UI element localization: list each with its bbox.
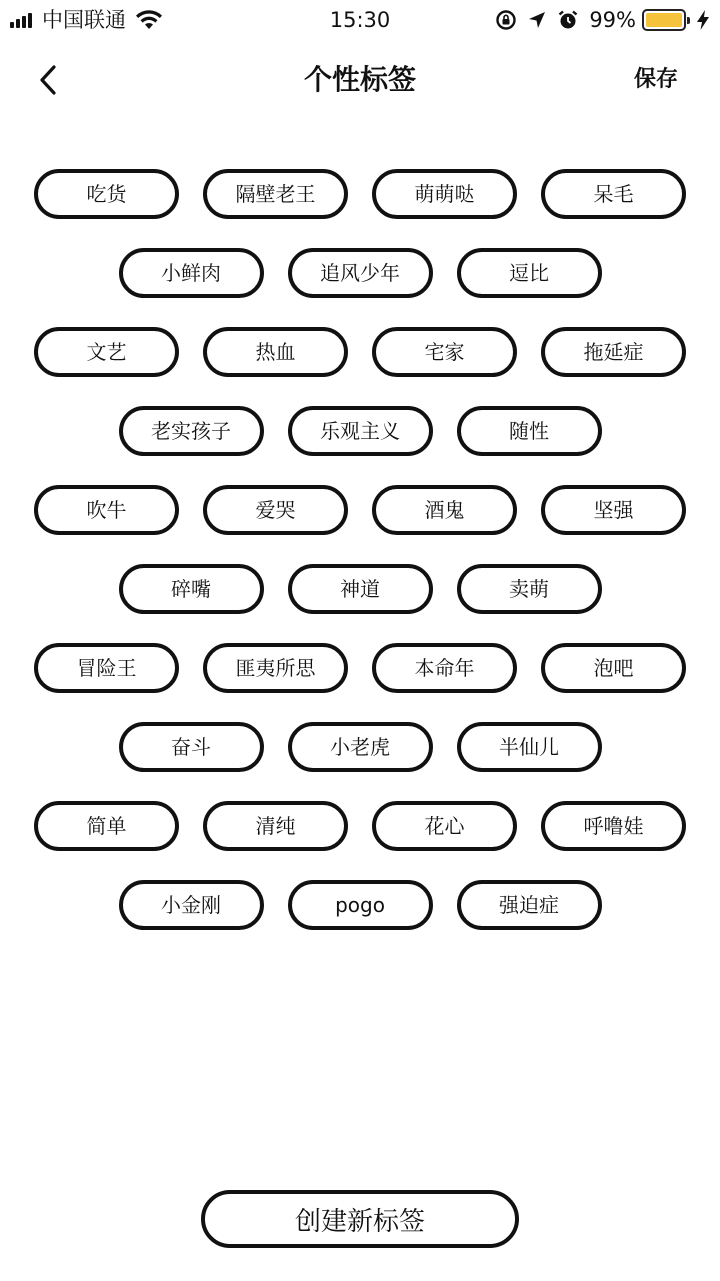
tag-chip[interactable]: 热血 bbox=[203, 327, 348, 377]
tag-row bbox=[0, 169, 720, 219]
tag-row bbox=[0, 801, 720, 851]
tag-row bbox=[0, 406, 720, 456]
tag-chip[interactable]: 随性 bbox=[457, 406, 602, 456]
tag-chip[interactable]: 老实孩子 bbox=[119, 406, 264, 456]
tag-chip[interactable]: 酒鬼 bbox=[372, 485, 517, 535]
status-bar bbox=[0, 0, 720, 40]
tag-chip[interactable]: 追风少年 bbox=[288, 248, 433, 298]
nav-bar bbox=[0, 48, 720, 112]
tag-chip[interactable]: 逗比 bbox=[457, 248, 602, 298]
tag-chip[interactable]: 拖延症 bbox=[541, 327, 686, 377]
tag-chip[interactable]: 文艺 bbox=[34, 327, 179, 377]
tag-chip[interactable]: 冒险王 bbox=[34, 643, 179, 693]
battery-fill bbox=[646, 13, 682, 27]
tag-chip[interactable]: 强迫症 bbox=[457, 880, 602, 930]
tag-chip[interactable]: 呼噜娃 bbox=[541, 801, 686, 851]
tag-chip[interactable]: 萌萌哒 bbox=[372, 169, 517, 219]
tag-chip[interactable]: 爱哭 bbox=[203, 485, 348, 535]
tag-chip[interactable]: 小老虎 bbox=[288, 722, 433, 772]
create-tag-button[interactable]: 创建新标签 bbox=[201, 1190, 519, 1248]
tag-chip[interactable]: 碎嘴 bbox=[119, 564, 264, 614]
tag-chip[interactable]: 花心 bbox=[372, 801, 517, 851]
tag-row bbox=[0, 248, 720, 298]
tag-chip[interactable]: 清纯 bbox=[203, 801, 348, 851]
tag-chip[interactable]: 乐观主义 bbox=[288, 406, 433, 456]
status-time: 15:30 bbox=[329, 8, 391, 32]
tag-chip[interactable]: 奋斗 bbox=[119, 722, 264, 772]
tag-chip[interactable]: 小金刚 bbox=[119, 880, 264, 930]
location-arrow-icon bbox=[527, 10, 547, 30]
charging-bolt-icon bbox=[696, 9, 710, 31]
tag-chip[interactable]: 卖萌 bbox=[457, 564, 602, 614]
save-button[interactable]: 保存 bbox=[633, 67, 678, 92]
tag-chip[interactable]: 宅家 bbox=[372, 327, 517, 377]
tag-chip[interactable]: 简单 bbox=[34, 801, 179, 851]
tag-row bbox=[0, 327, 720, 377]
tag-chip[interactable]: 小鲜肉 bbox=[119, 248, 264, 298]
tag-chip[interactable]: 泡吧 bbox=[541, 643, 686, 693]
battery-percent: 99% bbox=[589, 8, 636, 32]
tag-list bbox=[0, 169, 720, 959]
tag-chip[interactable]: 隔壁老王 bbox=[203, 169, 348, 219]
tag-row bbox=[0, 722, 720, 772]
page-title: 个性标签 bbox=[303, 63, 416, 96]
tag-chip[interactable]: 吃货 bbox=[34, 169, 179, 219]
tag-chip[interactable]: 本命年 bbox=[372, 643, 517, 693]
tag-chip[interactable]: 坚强 bbox=[541, 485, 686, 535]
tag-row bbox=[0, 485, 720, 535]
tag-chip[interactable]: 呆毛 bbox=[541, 169, 686, 219]
tag-row bbox=[0, 564, 720, 614]
alarm-clock-icon bbox=[557, 9, 579, 31]
tag-chip[interactable]: pogo bbox=[288, 880, 433, 930]
status-right bbox=[489, 8, 710, 32]
tag-chip[interactable]: 半仙儿 bbox=[457, 722, 602, 772]
tag-chip[interactable]: 神道 bbox=[288, 564, 433, 614]
tag-row bbox=[0, 643, 720, 693]
battery-icon bbox=[642, 9, 686, 31]
tag-chip[interactable]: 匪夷所思 bbox=[203, 643, 348, 693]
rotation-lock-icon bbox=[495, 9, 517, 31]
tag-row bbox=[0, 880, 720, 930]
carrier-name: 中国联通 bbox=[42, 8, 126, 32]
tag-chip[interactable]: 吹牛 bbox=[34, 485, 179, 535]
